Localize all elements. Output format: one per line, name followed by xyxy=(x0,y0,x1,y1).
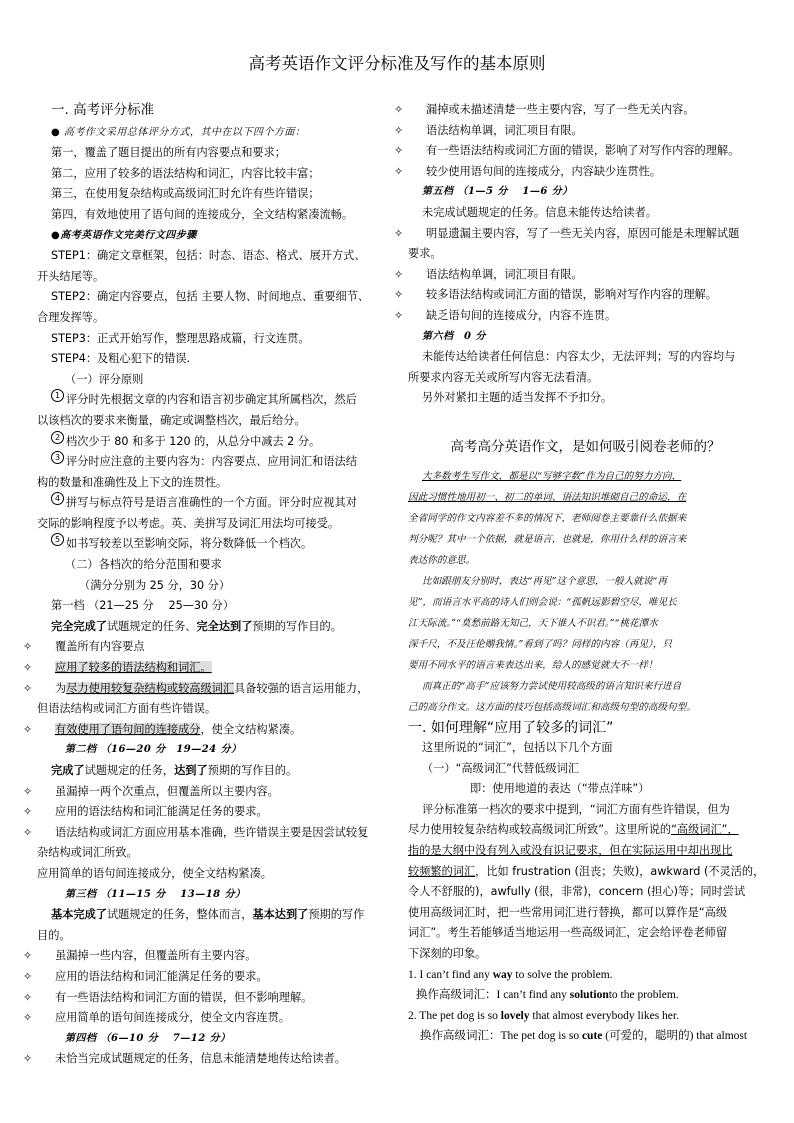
grade6-line-a: 未能传达给读者任何信息：内容太少，无法评判；写的内容均与 xyxy=(422,350,736,364)
principle-1-a: 评分时先根据文章的内容和语言初步确定其所属档次，然后 xyxy=(66,393,357,407)
criterion-4: 第四，有效地使用了语句间的连接成分，全文结构紧凑流畅。 xyxy=(51,207,354,221)
grade2-description: 完成了试题规定的任务，达到了预期的写作目的。 xyxy=(51,764,298,777)
principle-4-b: 交际的影响程度予以考虑。英、美拼写及词汇用法均可接受。 xyxy=(37,516,340,530)
grade4-item-3: ✧ 语法结构单调，词汇项目有限。 xyxy=(408,121,763,142)
grade1-heading: 第一档 （21—25 分 25—30 分） xyxy=(51,599,235,613)
intro-bullet: ● 高考作文采用总体评分方式，其中在以下四个方面： xyxy=(51,126,306,138)
grade5-heading: 第五档 （1—5 分 1—6 分） xyxy=(422,186,573,198)
intro-line: 大多数考生写作文，都是以“写够字数”作为自己的努力方向， xyxy=(422,470,682,482)
explain-line-7: 词汇”。考生若能够适当地运用一些高级词汇，定会给评卷老师留 xyxy=(408,926,728,940)
range-note: （满分分别为 25 分，30 分） xyxy=(79,578,231,592)
principle-1-b: 以该档次的要求来衡量，确定或调整档次，最后给分。 xyxy=(37,413,306,427)
grade5-item-3: ✧ 较多语法结构或词汇方面的错误，影响对写作内容的理解。 xyxy=(408,285,763,306)
step1-line-b: 开头结尾等。 xyxy=(37,269,105,283)
master-line: 己的高分作文。这方面的技巧包括高级词汇和高级句型的高级句型。 xyxy=(408,701,696,713)
grade2-heading: 第二档 （16—20 分 19—24 分） xyxy=(65,744,242,756)
circle-number-1: 1 xyxy=(51,389,64,402)
explain-line-2: 尽力使用较复杂结构或较高级词汇所致”。这里所说的“高级词汇”， xyxy=(408,823,739,837)
grade1-item-1: ✧ 覆盖所有内容要点 xyxy=(37,637,387,658)
steps-title: ●高考英语作文完美行文四步骤 xyxy=(51,229,197,241)
intro-line: 因此习惯性地用初一、初二的单词、语法知识堆砌自己的命运，在 xyxy=(408,491,687,503)
grade2-item-3: ✧ 语法结构或词汇方面应用基本准确，些许错误主要是因尝试较复 xyxy=(37,823,387,844)
example-2: 2. The pet dog is so lovely that almost everybody likes her. xyxy=(408,1009,679,1022)
grade6-line-c: 另外对紧扣主题的适当发挥不予扣分。 xyxy=(422,391,613,405)
criterion-2: 第二，应用了较多的语法结构和词汇，内容比较丰富； xyxy=(51,166,320,180)
grade5-item-1-cont: 要求。 xyxy=(408,247,442,261)
example-2-rewrite: 换作高级词汇：The pet dog is so cute (可爱的，聪明的) that almost xyxy=(420,1030,748,1043)
grade5-item-1: ✧ 明显遗漏主要内容，写了一些无关内容，原因可能是未理解试题 xyxy=(408,224,763,245)
intro-paragraph xyxy=(408,466,763,487)
circle-number-4: 4 xyxy=(51,492,64,505)
grade3-item-4: ✧ 应用简单的语句间连接成分，使全文内容连贯。 xyxy=(37,1008,387,1029)
example-line: 见”，而语言水平高的诗人们则会说：“孤帆远影碧空尽，唯见长 xyxy=(408,596,677,608)
page-title: 高考英语作文评分标准及写作的基本原则 xyxy=(248,54,546,73)
grade3-heading: 第三档 （11—15 分 13—18 分） xyxy=(65,888,246,900)
section2-title: 高考高分英语作文，是如何吸引阅卷老师的？ xyxy=(450,438,721,455)
step2-line-b: 合理发挥等。 xyxy=(37,310,105,324)
criterion-1: 第一，覆盖了题目提出的所有内容要点和要求； xyxy=(51,146,286,160)
intro-line: 全省同学的作文内容差不多的情况下，老师阅卷主要靠什么依据来 xyxy=(408,512,687,524)
grade1-item-2: ✧ 应用了较多的语法结构和词汇。 xyxy=(37,658,387,679)
section-heading-scoring: 一. 高考评分标准 xyxy=(51,102,155,118)
left-column xyxy=(37,100,387,1070)
explain-line-1: 评分标准第一档次的要求中提到，“词汇方面有些许错误，但为 xyxy=(422,802,730,816)
circle-number-3: 3 xyxy=(51,451,64,464)
grade6-heading: 第六档 0 分 xyxy=(422,330,486,342)
principle-5: 如书写较差以至影响交际，将分数降低一个档次。 xyxy=(66,537,313,551)
principle-4-a: 拼写与标点符号是语言准确性的一个方面。评分时应视其对 xyxy=(66,496,357,510)
explain-line-6: 使用高级词汇时，把一些常用词汇进行替换，都可以算作是“高级 xyxy=(408,905,728,919)
range-title: （二）各档次的给分范围和要求 xyxy=(65,558,222,572)
example-line: 要用不同水平的语言来表达出来，给人的感觉就大不一样！ xyxy=(408,659,658,671)
principle-title: （一）评分原则 xyxy=(65,372,144,386)
grade1-item-3-cont: 但语法结构或词汇方面有些许错误。 xyxy=(37,702,217,716)
grade5-item-4: ✧ 缺乏语句间的连接成分，内容不连贯。 xyxy=(408,306,763,327)
grade2-item-3-cont: 杂结构或词汇所致。 xyxy=(37,846,138,860)
master-line: 而真正的“高手”应该努力尝试使用较高级的语言知识来行进自 xyxy=(422,680,682,692)
grade4-item-1: ✧ 未恰当完成试题规定的任务，信息未能清楚地传达给读者。 xyxy=(37,1049,387,1070)
grade2-item-4: 应用简单的语句间连接成分，使全文结构紧凑。 xyxy=(37,866,272,880)
circle-number-2: 2 xyxy=(51,431,64,444)
grade3-description-cont: 目的。 xyxy=(37,928,71,942)
example-line: 比如跟朋友分别时，表达“再见”这个意思，一般人就说“再 xyxy=(422,575,667,587)
example-line: 深千尺，不及汪伦赠我情。”看到了吗？同样的内容（再见），只 xyxy=(408,638,672,650)
grade3-item-3: ✧ 有一些语法结构和词汇方面的错误，但不影响理解。 xyxy=(37,988,387,1009)
intro-line: 判分呢？其中一个依据，就是语言，也就是，你用什么样的语言来 xyxy=(408,533,687,545)
explain-line-3: 指的是大纲中没有列入或没有识记要求，但在实际运用中却出现比 xyxy=(408,844,733,858)
grade3-item-2: ✧ 应用的语法结构和词汇能满足任务的要求。 xyxy=(37,967,387,988)
intro-line: 表达你的意思。 xyxy=(408,554,476,566)
vocab-sub-2: 即：使用地道的表达（“带点洋味”） xyxy=(470,782,650,796)
principle-3-b: 构的数量和准确性及上下文的连贯性。 xyxy=(37,475,228,489)
grade3-item-1: ✧ 虽漏掉一些内容，但覆盖所有主要内容。 xyxy=(37,946,387,967)
step2-line-a: STEP2：确定内容要点，包括 主要人物、时间地点、重要细节、 xyxy=(51,290,370,304)
grade4-item-4: ✧ 有一些语法结构或词汇方面的错误，影响了对写作内容的理解。 xyxy=(408,141,763,162)
example-line: 江天际流。”“莫愁前路无知己，天下谁人不识君。”“桃花潭水 xyxy=(408,617,658,629)
explain-line-4: 较频繁的词汇，比如 frustration (沮丧；失败)，awkward (不灵活的， xyxy=(408,864,765,878)
grade4-item-5: ✧ 较少使用语句间的连接成分，内容缺少连贯性。 xyxy=(408,162,763,183)
grade5-item-2: ✧ 语法结构单调，词汇项目有限。 xyxy=(408,265,763,286)
explain-line-5: 令人不舒服的)，awfully (很，非常)，concern (担心)等；同时尝试 xyxy=(408,885,746,899)
principle-2: 档次少于 80 和多于 120 的，从总分中减去 2 分。 xyxy=(66,434,321,448)
grade6-line-b: 所要求内容无关或所写内容无法看清。 xyxy=(408,370,599,384)
grade1-description: 完全完成了试题规定的任务、完全达到了预期的写作目的。 xyxy=(51,619,342,633)
explain-line-8: 下深刻的印象。 xyxy=(408,947,487,961)
vocab-heading: 一. 如何理解“应用了较多的词汇” xyxy=(408,719,614,736)
example-1: 1. I can’t find any way to solve the problem. xyxy=(408,968,613,981)
criterion-3: 第三，在使用复杂结构或高级词汇时允许有些许错误； xyxy=(51,187,320,201)
example-1-rewrite: 换作高级词汇：I can’t find any solutionto the problem. xyxy=(416,989,679,1002)
step4-line: STEP4：及粗心犯下的错误. xyxy=(51,352,191,366)
vocab-intro: 这里所说的“词汇”，包括以下几个方面 xyxy=(422,741,613,755)
grade2-item-1: ✧ 虽漏掉一两个次重点，但覆盖所以主要内容。 xyxy=(37,782,387,803)
grade3-description: 基本完成了试题规定的任务，整体而言，基本达到了预期的写作 xyxy=(51,908,365,922)
grade1-item-3: ✧ 为尽力使用较复杂结构或较高级词汇具备较强的语言运用能力， xyxy=(37,679,387,700)
step1-line-a: STEP1：确定文章框架，包括：时态、语态、格式、展开方式、 xyxy=(51,249,366,263)
circle-number-5: 5 xyxy=(51,533,64,546)
grade4-item-2: ✧ 漏掉或未描述清楚一些主要内容，写了一些无关内容。 xyxy=(408,100,763,121)
principle-3-a: 评分时应注意的主要内容为：内容要点、应用词汇和语法结 xyxy=(66,455,357,469)
right-column xyxy=(408,100,763,1047)
grade1-item-4: ✧ 有效使用了语句间的连接成分，使全文结构紧凑。 xyxy=(37,720,387,741)
step3-line: STEP3：正式开始写作，整理思路成篇，行文连贯。 xyxy=(51,331,310,345)
vocab-sub-1: （一）“高级词汇”代替低级词汇 xyxy=(422,761,580,775)
grade4-heading: 第四档 （6—10 分 7—12 分） xyxy=(65,1032,231,1044)
grade5-description: 未完成试题规定的任务。信息未能传达给读者。 xyxy=(422,205,657,219)
grade2-item-2: ✧ 应用的语法结构和词汇能满足任务的要求。 xyxy=(37,802,387,823)
